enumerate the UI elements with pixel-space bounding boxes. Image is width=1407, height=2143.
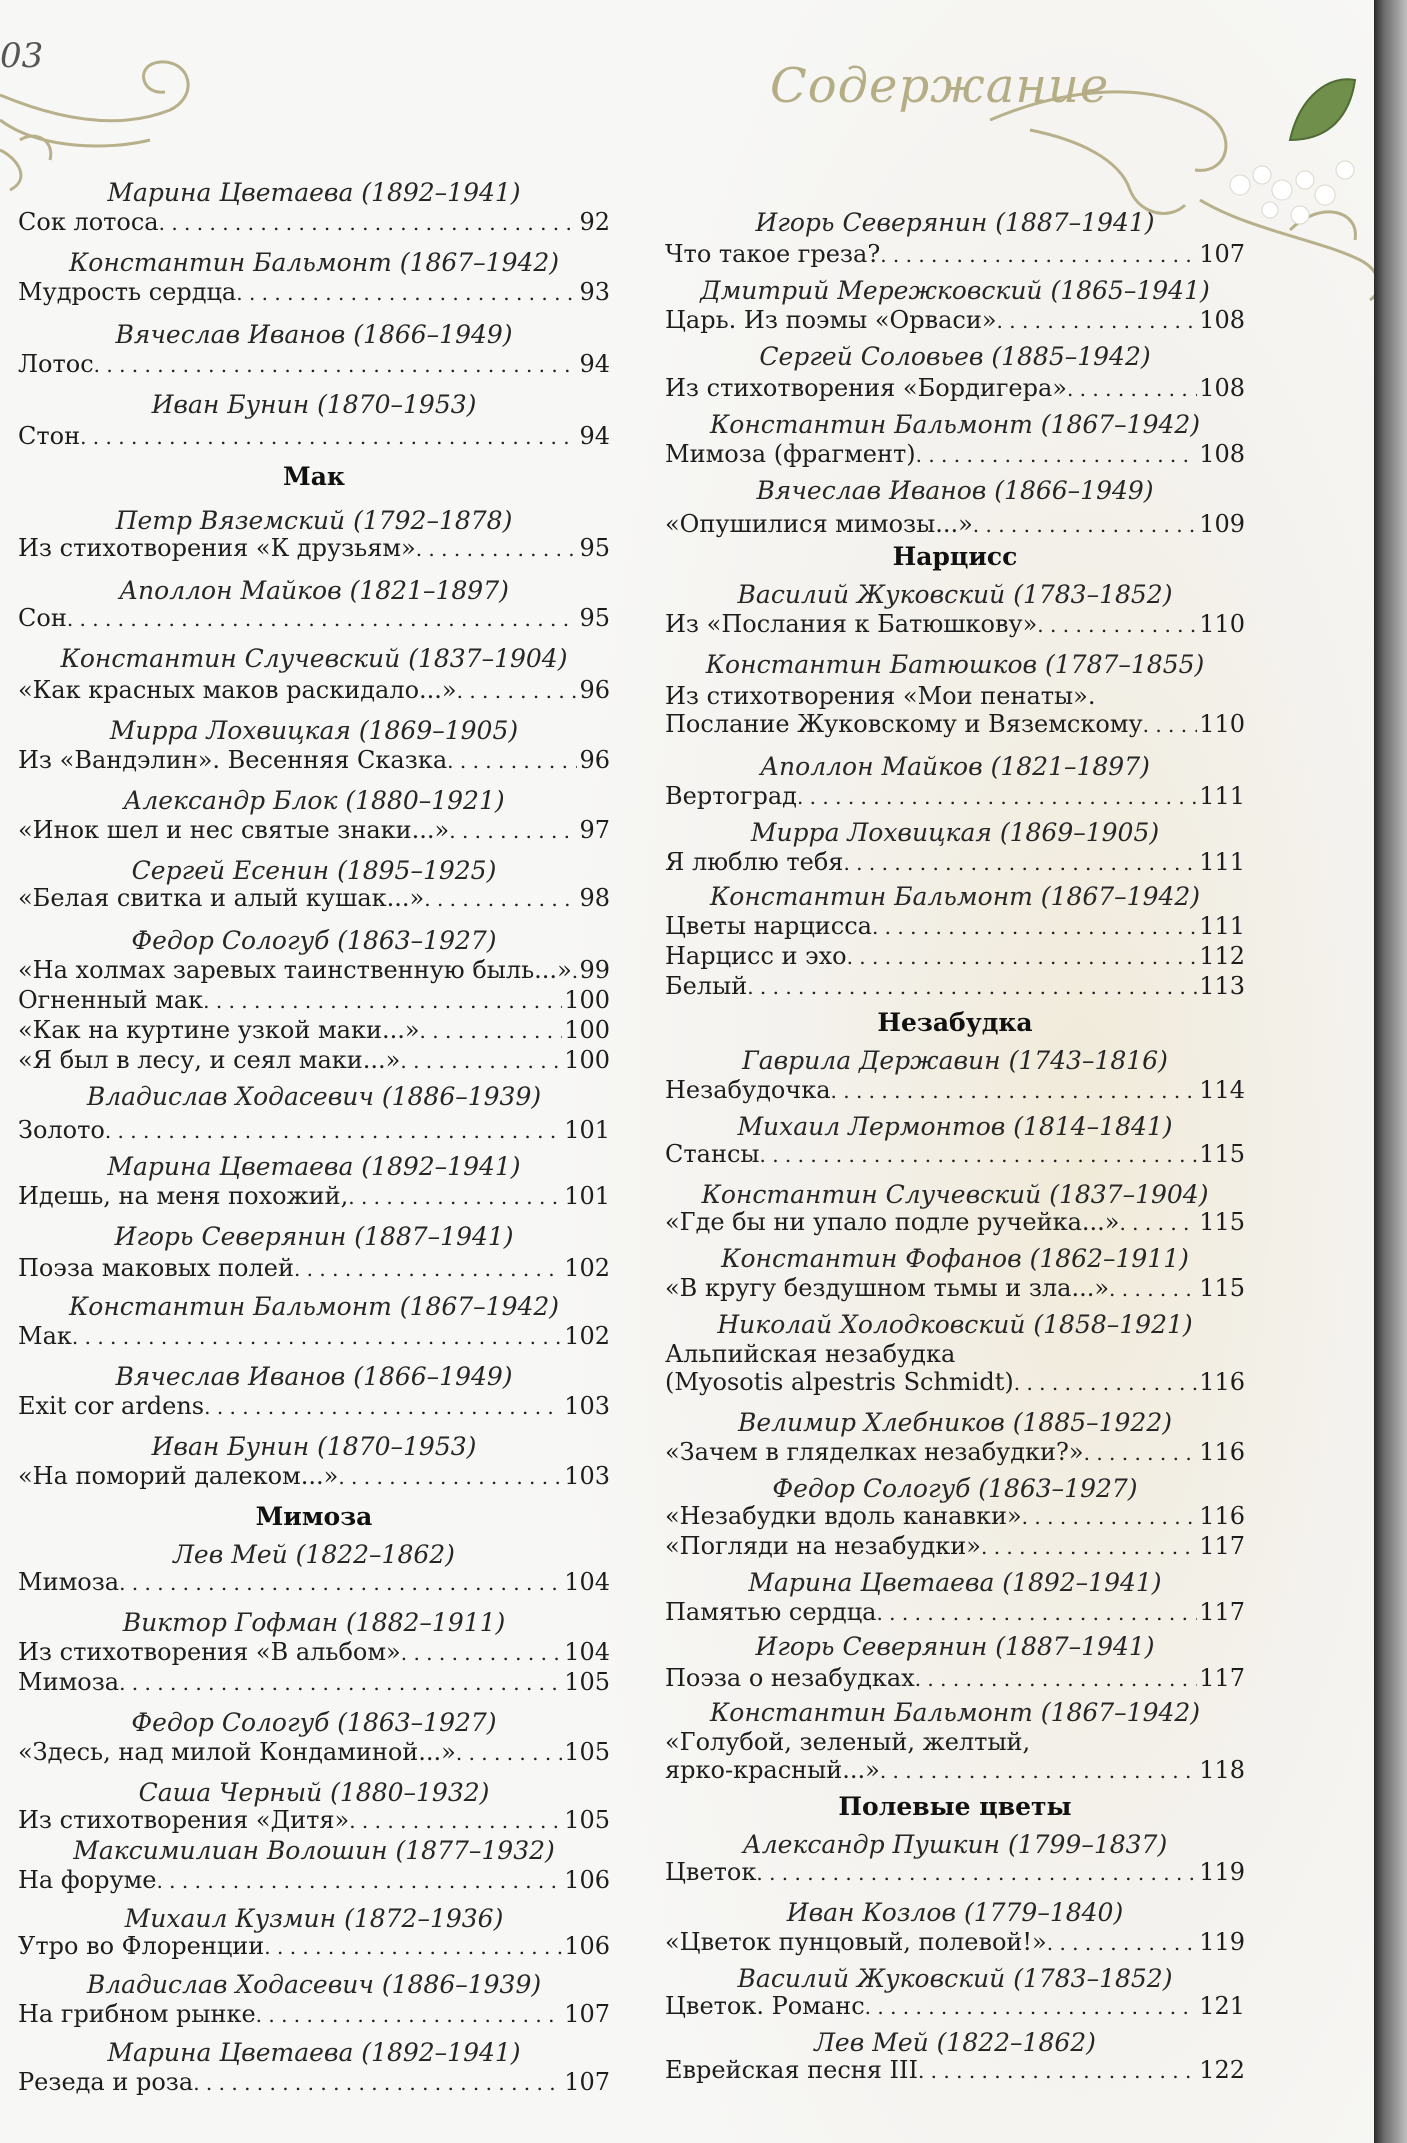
author-heading: Вячеслав Иванов (1866–1949) [115, 1362, 513, 1391]
author-heading: Саша Черный (1880–1932) [138, 1778, 490, 1807]
poem-title: Из «Послания к Батюшкову» [665, 610, 1038, 638]
page-ref: 95 [579, 534, 610, 562]
poem-title: Лотос [18, 350, 94, 378]
toc-entry [18, 350, 610, 379]
page-ref: 94 [579, 350, 610, 378]
poem-title: Exit cor ardens [18, 1392, 205, 1420]
dot-leader [204, 1393, 562, 1421]
poem-title: «Цветок пунцовый, полевой!» [665, 1928, 1047, 1956]
author-heading: Александр Блок (1880–1921) [123, 786, 505, 815]
page-ref: 92 [579, 208, 610, 236]
page-ref: 94 [579, 422, 610, 450]
toc-entry [18, 534, 610, 563]
poem-title: Незабудочка [665, 1076, 831, 1104]
section-heading: Нарцисс [892, 542, 1018, 571]
toc-entry [665, 1208, 1245, 1237]
page-number: 03 [0, 36, 44, 76]
author-heading: Константин Бальмонт (1867–1942) [709, 882, 1201, 911]
dot-leader [756, 1859, 1197, 1887]
poem-title: «Зачем в гляделках незабудки?» [665, 1438, 1084, 1466]
author-heading: Максимилиан Волошин (1877–1932) [73, 1836, 555, 1865]
author-heading: Лев Мей (1822–1862) [173, 1540, 455, 1569]
page-ref: 105 [564, 1738, 610, 1766]
toc-entry [665, 710, 1245, 739]
dot-leader [981, 1533, 1197, 1561]
author-heading: Константин Бальмонт (1867–1942) [68, 248, 560, 277]
toc-entry [665, 848, 1245, 877]
poem-title: «Как на куртине узкой маки...» [18, 1016, 420, 1044]
page-ref: 101 [564, 1182, 610, 1210]
section-heading: Незабудка [877, 1008, 1033, 1037]
page-ref: 105 [564, 1668, 610, 1696]
author-heading: Мирра Лохвицкая (1869–1905) [750, 818, 1160, 847]
page-ref: 93 [579, 278, 610, 306]
page-ref: 111 [1199, 912, 1245, 940]
toc-entry [665, 1598, 1245, 1627]
dot-leader [973, 511, 1197, 539]
toc-entry [18, 1322, 610, 1351]
toc-entry [665, 1076, 1245, 1105]
toc-entry [665, 1274, 1245, 1303]
page-ref: 115 [1199, 1274, 1245, 1302]
page-ref: 106 [564, 1866, 610, 1894]
poem-title: «Где бы ни упало подле ручейка...» [665, 1208, 1120, 1236]
poem-title: Стансы [665, 1140, 760, 1168]
poem-title: Огненный мак [18, 986, 204, 1014]
dot-leader [203, 987, 562, 1015]
page-ref: 100 [564, 1046, 610, 1074]
toc-entry [18, 816, 610, 845]
dot-leader [400, 1047, 562, 1075]
poem-title: «Незабудки вдоль канавки» [665, 1502, 1022, 1530]
author-heading: Федор Сологуб (1863–1927) [131, 1708, 497, 1737]
page-ref: 106 [564, 1932, 610, 1960]
toc-entry [18, 1668, 610, 1697]
dot-leader [847, 943, 1198, 971]
poem-title: Я люблю тебя [665, 848, 844, 876]
dot-leader [72, 1323, 562, 1351]
dot-leader [997, 307, 1198, 335]
toc-entry [665, 1532, 1245, 1561]
author-heading: Федор Сологуб (1863–1927) [131, 926, 497, 955]
toc-entry [18, 278, 610, 307]
poem-title: «Я был в лесу, и сеял маки...» [18, 1046, 401, 1074]
dot-leader [456, 1739, 562, 1767]
author-heading: Вячеслав Иванов (1866–1949) [115, 320, 513, 349]
author-heading: Игорь Северянин (1887–1941) [755, 208, 1155, 237]
poem-title: Мимоза [18, 1668, 120, 1696]
page-ref: 104 [564, 1638, 610, 1666]
toc-entry [665, 1368, 1245, 1397]
author-heading: Константин Бальмонт (1867–1942) [709, 1698, 1201, 1727]
page-ref: 108 [1199, 306, 1245, 334]
toc-entry [18, 1932, 610, 1961]
poem-title: На форуме [18, 1866, 157, 1894]
author-heading: Дмитрий Мережковский (1865–1941) [700, 276, 1210, 305]
author-heading: Федор Сологуб (1863–1927) [772, 1474, 1138, 1503]
poem-title: Мимоза (фрагмент) [665, 440, 916, 468]
dot-leader [416, 535, 578, 563]
dot-leader [256, 2001, 563, 2029]
author-heading: Мирра Лохвицкая (1869–1905) [109, 716, 519, 745]
toc-entry [18, 2068, 610, 2097]
dot-leader [424, 885, 577, 913]
page-ref: 115 [1199, 1140, 1245, 1168]
poem-title: Нарцисс и эхо [665, 942, 847, 970]
author-heading: Константин Бальмонт (1867–1942) [68, 1292, 560, 1321]
poem-title: Из стихотворения «В альбом» [18, 1638, 401, 1666]
dot-leader [1119, 1209, 1197, 1237]
page-ref: 95 [579, 604, 610, 632]
toc-entry [665, 912, 1245, 941]
page-ref: 97 [579, 816, 610, 844]
poem-title-line: Альпийская незабудка [665, 1340, 956, 1368]
poem-title: «Опушилися мимозы...» [665, 510, 973, 538]
author-heading: Велимир Хлебников (1885–1922) [737, 1408, 1173, 1437]
dot-leader [915, 1665, 1197, 1693]
page-ref: 118 [1199, 1756, 1245, 1784]
poem-title: «Здесь, над милой Кондаминой...» [18, 1738, 456, 1766]
toc-entry [18, 1638, 610, 1667]
poem-title: Послание Жуковскому и Вяземскому [665, 710, 1143, 738]
page-ref: 101 [564, 1116, 610, 1144]
poem-title: «Погляди на незабудки» [665, 1532, 981, 1560]
author-heading: Марина Цветаева (1892–1941) [107, 178, 521, 207]
page-ref: 98 [579, 884, 610, 912]
poem-title: «Белая свитка и алый кушак...» [18, 884, 425, 912]
dot-leader [236, 279, 577, 307]
toc-entry [665, 1664, 1245, 1693]
page-ref: 110 [1199, 710, 1245, 738]
toc-entry [18, 1568, 610, 1597]
poem-title: Сок лотоса [18, 208, 159, 236]
poem-title: Что такое греза? [665, 240, 881, 268]
toc-entry [18, 986, 610, 1015]
toc-entry [18, 208, 610, 237]
dot-leader [420, 1017, 563, 1045]
page-ref: 115 [1199, 1208, 1245, 1236]
section-heading: Мимоза [255, 1502, 373, 1531]
toc-entry [665, 306, 1245, 335]
poem-title: Царь. Из поэмы «Орваси» [665, 306, 997, 334]
author-heading: Гаврила Державин (1743–1816) [742, 1046, 1168, 1075]
dot-leader [338, 1463, 562, 1491]
page-ref: 112 [1199, 942, 1245, 970]
poem-title: Золото [18, 1116, 105, 1144]
dot-leader [67, 605, 578, 633]
toc-entry [18, 1462, 610, 1491]
toc-entry [18, 422, 610, 451]
page-ref: 100 [564, 986, 610, 1014]
dot-leader [94, 351, 578, 379]
dot-leader [457, 677, 578, 705]
page-ref: 108 [1199, 374, 1245, 402]
dot-leader [119, 1569, 562, 1597]
author-heading: Николай Холодковский (1858–1921) [717, 1310, 1193, 1339]
author-heading: Константин Бальмонт (1867–1942) [709, 410, 1201, 439]
toc-entry [18, 1046, 610, 1075]
dot-leader [348, 1183, 562, 1211]
dot-leader [1022, 1503, 1198, 1531]
poem-title: Стон [18, 422, 81, 450]
dot-leader [119, 1669, 562, 1697]
dot-leader [918, 2057, 1197, 2085]
header-title: Содержание [770, 58, 1110, 114]
dot-leader [156, 1867, 562, 1895]
toc-entry [665, 510, 1245, 539]
toc-entry [18, 1738, 610, 1767]
dot-leader [80, 423, 577, 451]
page-ref: 96 [579, 746, 610, 774]
dot-leader [880, 241, 1197, 269]
dot-leader [760, 1141, 1198, 1169]
author-heading: Лев Мей (1822–1862) [814, 2028, 1096, 2057]
toc-entry [665, 610, 1245, 639]
toc-entry [18, 1254, 610, 1283]
author-heading: Константин Случевский (1837–1904) [701, 1180, 1209, 1209]
poem-title: Мак [18, 1322, 72, 1350]
author-heading: Аполлон Майков (1821–1897) [119, 576, 509, 605]
author-heading: Александр Пушкин (1799–1837) [742, 1830, 1168, 1859]
page-ref: 119 [1199, 1928, 1245, 1956]
toc-entry [18, 746, 610, 775]
toc-entry [665, 1992, 1245, 2021]
dot-leader [1067, 375, 1197, 403]
poem-title: Резеда и роза [18, 2068, 194, 2096]
page-ref: 96 [579, 676, 610, 704]
poem-title: Мудрость сердца [18, 278, 237, 306]
poem-title: Поэза о незабудках [665, 1664, 915, 1692]
dot-leader [872, 913, 1197, 941]
poem-title: Идешь, на меня похожий, [18, 1182, 349, 1210]
dot-leader [447, 747, 577, 775]
dot-leader [193, 2069, 562, 2097]
author-heading: Владислав Ходасевич (1886–1939) [86, 1970, 542, 1999]
page-ref: 102 [564, 1322, 610, 1350]
page-ref: 110 [1199, 610, 1245, 638]
toc-entry [18, 1392, 610, 1421]
page-ref: 103 [564, 1392, 610, 1420]
page-ref: 116 [1199, 1502, 1245, 1530]
poem-title: «Как красных маков раскидало...» [18, 676, 457, 704]
page-ref: 111 [1199, 782, 1245, 810]
page-ref: 117 [1199, 1532, 1245, 1560]
author-heading: Марина Цветаева (1892–1941) [107, 2038, 521, 2067]
page-ref: 121 [1199, 1992, 1245, 2020]
dot-leader [1084, 1439, 1198, 1467]
poem-title: Из «Вандэлин». Весенняя Сказка [18, 746, 448, 774]
dot-leader [843, 849, 1197, 877]
poem-title: Сон [18, 604, 67, 632]
author-heading: Марина Цветаева (1892–1941) [748, 1568, 1162, 1597]
poem-title: Еврейская песня III [665, 2056, 918, 2084]
page-ref: 113 [1199, 972, 1245, 1000]
page-ref: 116 [1199, 1438, 1245, 1466]
author-heading: Иван Бунин (1870–1953) [151, 1432, 477, 1461]
dot-leader [401, 1639, 562, 1667]
author-heading: Вячеслав Иванов (1866–1949) [756, 476, 1154, 505]
poem-title: Цветок [665, 1858, 757, 1886]
dot-leader [797, 783, 1197, 811]
toc-entry [18, 676, 610, 705]
toc-entry [665, 1858, 1245, 1887]
author-heading: Виктор Гофман (1882–1911) [122, 1608, 506, 1637]
dot-leader [831, 1077, 1198, 1105]
section-heading: Мак [283, 462, 345, 491]
page-ref: 105 [564, 1806, 610, 1834]
toc-entry [18, 1116, 610, 1145]
poem-title: На грибном рынке [18, 2000, 256, 2028]
toc-entry [665, 240, 1245, 269]
toc-entry [665, 440, 1245, 469]
poem-title: «В кругу бездушном тьмы и зла...» [665, 1274, 1110, 1302]
toc-entry [18, 1182, 610, 1211]
poem-title: Мимоза [18, 1568, 120, 1596]
toc-entry [18, 1866, 610, 1895]
poem-title: Из стихотворения «Дитя» [18, 1806, 350, 1834]
dot-leader [1109, 1275, 1197, 1303]
toc-entry [18, 2000, 610, 2029]
author-heading: Игорь Северянин (1887–1941) [114, 1222, 514, 1251]
poem-title-line: «Голубой, зеленый, желтый, [665, 1728, 1031, 1756]
page-ref: 111 [1199, 848, 1245, 876]
toc-entry [18, 956, 610, 985]
author-heading: Василий Жуковский (1783–1852) [737, 580, 1173, 609]
dot-leader [159, 209, 578, 237]
page-ref: 117 [1199, 1598, 1245, 1626]
poem-title: «На холмах заревых таинственную быль...» [18, 956, 572, 984]
author-heading: Константин Случевский (1837–1904) [60, 644, 568, 673]
dot-leader [449, 817, 577, 845]
leaf-icon [1290, 79, 1355, 140]
author-heading: Сергей Соловьев (1885–1942) [759, 342, 1151, 371]
dot-leader [264, 1933, 562, 1961]
author-heading: Константин Фофанов (1862–1911) [721, 1244, 1189, 1273]
page-ref: 103 [564, 1462, 610, 1490]
page-ref: 117 [1199, 1664, 1245, 1692]
toc-entry [665, 1140, 1245, 1169]
poem-title: Памятью сердца [665, 1598, 877, 1626]
author-heading: Сергей Есенин (1895–1925) [131, 856, 497, 885]
toc-entry [18, 604, 610, 633]
toc-entry [665, 1502, 1245, 1531]
poem-title: ярко-красный...» [665, 1756, 880, 1784]
toc-entry [18, 1016, 610, 1045]
page-ref: 104 [564, 1568, 610, 1596]
page-ref: 107 [1199, 240, 1245, 268]
toc-entry [665, 374, 1245, 403]
toc-entry [665, 782, 1245, 811]
author-heading: Иван Козлов (1779–1840) [786, 1898, 1124, 1927]
dot-leader [865, 1993, 1198, 2021]
poem-title-line: Из стихотворения «Мои пенаты». [665, 682, 1096, 710]
author-heading: Василий Жуковский (1783–1852) [737, 1964, 1173, 1993]
author-heading: Константин Батюшков (1787–1855) [705, 650, 1205, 679]
dot-leader [747, 973, 1197, 1001]
page-ref: 102 [564, 1254, 610, 1282]
page-ref: 119 [1199, 1858, 1245, 1886]
page-ref: 122 [1199, 2056, 1245, 2084]
page-ref: 107 [564, 2000, 610, 2028]
dot-leader [876, 1599, 1197, 1627]
author-heading: Михаил Кузмин (1872–1936) [124, 1904, 504, 1933]
jasmine-flower-icon [1230, 161, 1354, 224]
author-heading: Михаил Лермонтов (1814–1841) [737, 1112, 1173, 1141]
dot-leader [1143, 711, 1198, 739]
toc-entry [665, 1438, 1245, 1467]
page-ref: 114 [1199, 1076, 1245, 1104]
dot-leader [1037, 611, 1197, 639]
author-heading: Владислав Ходасевич (1886–1939) [86, 1082, 542, 1111]
author-heading: Иван Бунин (1870–1953) [151, 390, 477, 419]
toc-entry [665, 1756, 1245, 1785]
author-heading: Марина Цветаева (1892–1941) [107, 1152, 521, 1181]
page-ref: 99 [579, 956, 610, 984]
dot-leader [349, 1807, 562, 1835]
dot-leader [105, 1117, 562, 1145]
page-edge-shadow [1374, 0, 1407, 2143]
dot-leader [1014, 1369, 1197, 1397]
toc-entry [665, 2056, 1245, 2085]
poem-title: Утро во Флоренции [18, 1932, 265, 1960]
poem-title: Вертоград [665, 782, 797, 810]
page-ref: 107 [564, 2068, 610, 2096]
dot-leader [294, 1255, 562, 1283]
poem-title: Цветы нарцисса [665, 912, 872, 940]
toc-entry [18, 884, 610, 913]
page-ref: 108 [1199, 440, 1245, 468]
page-ref: 109 [1199, 510, 1245, 538]
dot-leader [916, 441, 1198, 469]
poem-title: «На поморий далеком...» [18, 1462, 339, 1490]
page-ref: 116 [1199, 1368, 1245, 1396]
toc-entry [665, 1928, 1245, 1957]
poem-title: Поэза маковых полей [18, 1254, 294, 1282]
toc-entry [18, 1806, 610, 1835]
dot-leader [880, 1757, 1197, 1785]
poem-title: «Инок шел и нес святые знаки...» [18, 816, 450, 844]
poem-title: Из стихотворения «К друзьям» [18, 534, 416, 562]
poem-title: (Myosotis alpestris Schmidt) [665, 1368, 1014, 1396]
dot-leader [1047, 1929, 1197, 1957]
author-heading: Игорь Северянин (1887–1941) [755, 1632, 1155, 1661]
poem-title: Белый [665, 972, 748, 1000]
author-heading: Петр Вяземский (1792–1878) [115, 506, 513, 535]
author-heading: Аполлон Майков (1821–1897) [760, 752, 1150, 781]
poem-title: Из стихотворения «Бордигера» [665, 374, 1067, 402]
toc-entry [665, 942, 1245, 971]
section-heading: Полевые цветы [838, 1792, 1072, 1821]
poem-title: Цветок. Романс [665, 1992, 865, 2020]
toc-entry [665, 972, 1245, 1001]
page-ref: 100 [564, 1016, 610, 1044]
